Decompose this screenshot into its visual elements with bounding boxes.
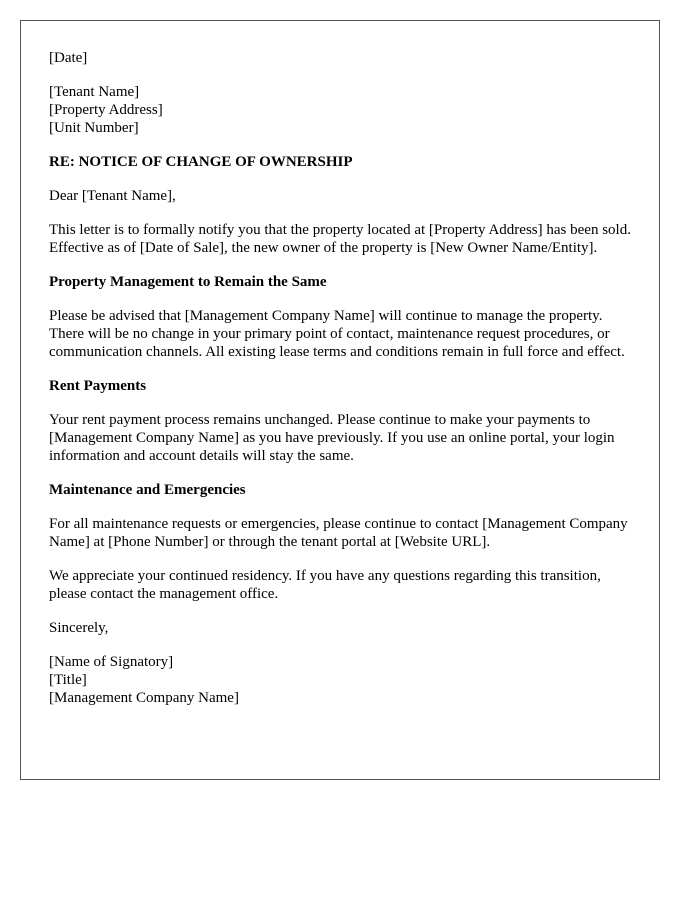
section-heading-management: Property Management to Remain the Same [49, 274, 327, 290]
subject-line: RE: NOTICE OF CHANGE OF OWNERSHIP [49, 154, 353, 170]
recipient-name: [Tenant Name] [49, 84, 140, 100]
letter-page [20, 20, 660, 780]
signature-block [49, 653, 631, 707]
signatory-company: [Management Company Name] [49, 690, 239, 706]
section-body-management: Please be advised that [Management Company Name] will continue to manage the property. There will be no change in your primary point of contact, maintenance request procedures, or communication channels. All existing lease terms and conditions remain in full force and effect. [49, 308, 625, 360]
section-body-maintenance: For all maintenance requests or emergencies, please continue to contact [Management Company Name] at [Phone Number] or through the tenant portal at [Website URL]. [49, 516, 628, 550]
signatory-name: [Name of Signatory] [49, 654, 174, 670]
recipient-block [49, 83, 631, 137]
letter-date: [Date] [49, 50, 88, 66]
salutation: Dear [Tenant Name], [49, 188, 176, 204]
closing-paragraph: We appreciate your continued residency. If you have any questions regarding this transition, please contact the management office. [49, 568, 601, 602]
section-heading-maintenance: Maintenance and Emergencies [49, 482, 246, 498]
section-heading-rent: Rent Payments [49, 378, 147, 394]
recipient-unit: [Unit Number] [49, 120, 139, 136]
sign-off: Sincerely, [49, 620, 109, 636]
recipient-address: [Property Address] [49, 102, 163, 118]
signatory-title: [Title] [49, 672, 87, 688]
intro-paragraph: This letter is to formally notify you that the property located at [Property Address] has been sold. Effective as of [Date of Sale], the new owner of the property is [New Owner Name/Entity]. [49, 222, 631, 256]
section-body-rent: Your rent payment process remains unchanged. Please continue to make your payments to [Management Company Name] as you have previously. If you use an online portal, your login information and account details will stay the same. [49, 412, 615, 464]
